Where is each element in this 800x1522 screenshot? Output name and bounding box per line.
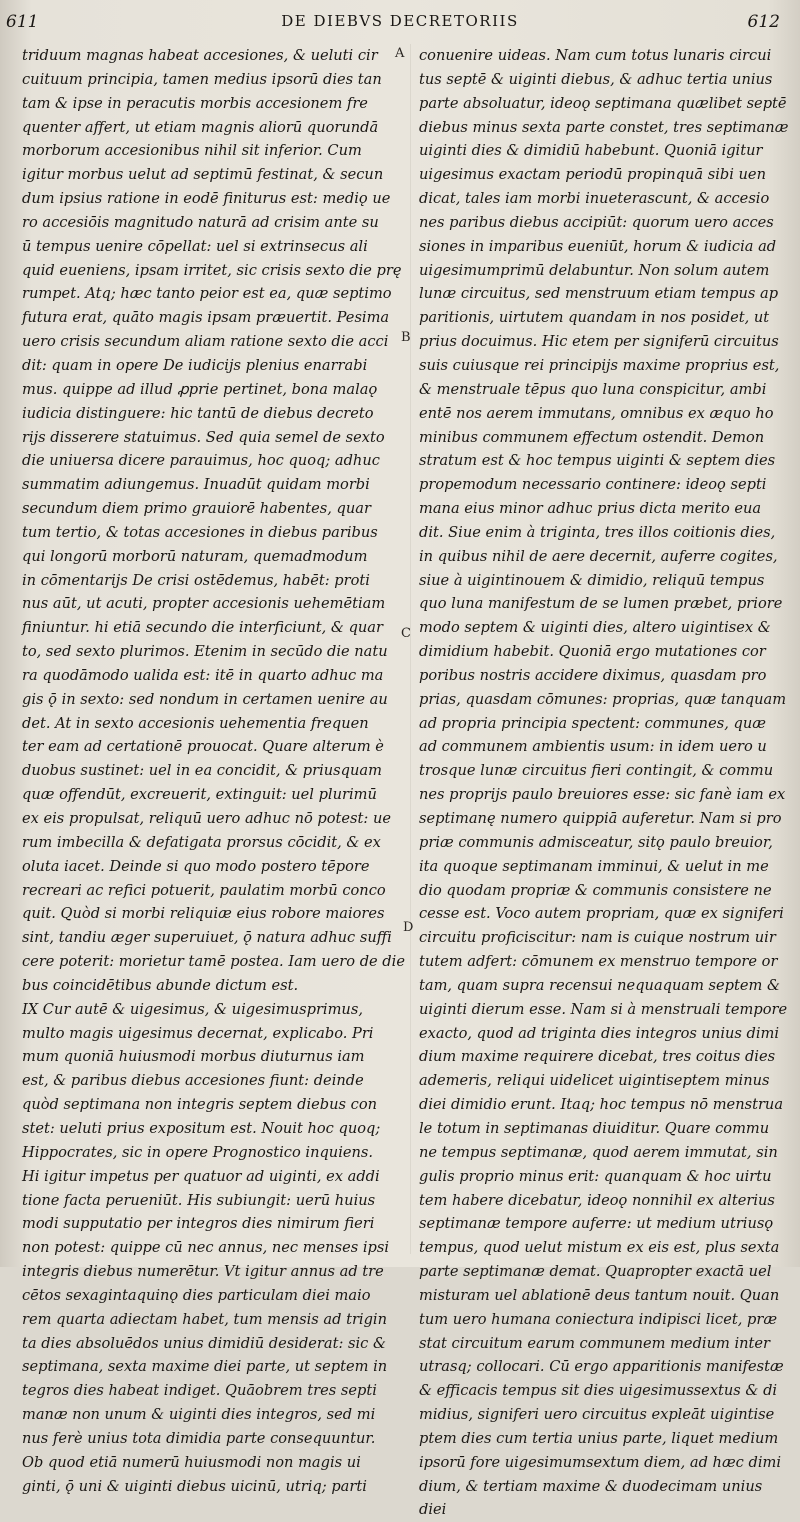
text-line: integris diebus numerētur. Vt igitur annus ad tre bbox=[22, 1263, 384, 1281]
text-line: uigesimumprimū delabuntur. Non solum autem bbox=[419, 261, 770, 279]
text-line: ra quodāmodo ualida est: itē in quarto adhuc ma bbox=[22, 666, 384, 684]
text-line: quæ offendūt, excreuerit, extinguit: uel plurimū bbox=[22, 786, 377, 804]
text-line: tegros dies habeat indiget. Quāobrem tres septi bbox=[22, 1382, 377, 1400]
text-line: uiginti dies & dimidiū habebunt. Quoniā igitur bbox=[419, 142, 763, 160]
text-line: circuitu proficiscitur: nam is cuique nostrum uir bbox=[419, 929, 776, 947]
text-line: entē nos aerem immutans, omnibus ex æquo ho bbox=[419, 404, 774, 422]
text-line: ademeris, reliqui uidelicet uigintiseptem minus bbox=[419, 1072, 770, 1090]
text-line: stat circuitum earum communem medium inter bbox=[419, 1334, 770, 1352]
text-column-left bbox=[22, 44, 405, 1495]
text-line: ro accesiōis magnitudo naturā ad crisim ante su bbox=[22, 213, 379, 231]
text-line: die uniuersa dicere parauimus, hoc quoq; adhuc bbox=[22, 452, 380, 470]
margin-letter-c: C bbox=[401, 626, 411, 641]
text-line: nus aūt, ut acuti, propter accesionis uehemētiam bbox=[22, 595, 386, 613]
margin-letter-a: A bbox=[395, 46, 405, 61]
text-line: Hi igitur impetus per quatuor ad uiginti, ex addi bbox=[22, 1167, 380, 1185]
text-line: cētos sexagintaquinǫ dies particulam diei maio bbox=[22, 1286, 371, 1304]
text-line: siones in imparibus eueniūt, horum & iudicia ad bbox=[419, 237, 777, 255]
text-line: dium maxime requirere dicebat, tres coitus dies bbox=[419, 1048, 776, 1066]
text-line: secundum diem primo grauiorē habentes, quar bbox=[22, 500, 371, 518]
text-line: mana eius minor adhuc prius dicta merito eua bbox=[419, 500, 762, 518]
text-line: est, & paribus diebus accesiones fiunt: deinde bbox=[22, 1072, 364, 1090]
text-line: futura erat, quāto magis ipsam præuertit. Pesima bbox=[22, 309, 390, 327]
text-line: tam, quam supra recensui nequaquam septem & bbox=[419, 976, 780, 994]
text-line: trosque lunæ circuitus fieri contingit, & commu bbox=[419, 762, 774, 780]
text-line: ad propria principia spectent: communes, quæ bbox=[419, 714, 766, 732]
text-line: & menstruale tēpus quo luna conspicitur, ambi bbox=[419, 380, 767, 398]
text-line: uiginti dierum esse. Nam si à menstruali tempore bbox=[419, 1000, 788, 1018]
text-line: tum uero humana coniectura indipisci licet, præ bbox=[419, 1310, 778, 1328]
text-line: quòd septimana non integris septem diebus con bbox=[22, 1096, 378, 1114]
text-line: dicat, tales iam morbi inueterascunt, & accesio bbox=[419, 190, 770, 208]
text-line: quo luna manifestum de se lumen præbet, priore bbox=[419, 595, 783, 613]
text-line: dit. Siue enim à triginta, tres illos coitionis dies, bbox=[419, 523, 776, 541]
text-line: bus coincidētibus abunde dictum est. bbox=[22, 976, 299, 994]
text-line: dium, & tertiam maxime & duodecimam unius bbox=[419, 1477, 763, 1495]
text-line: stet: ueluti prius expositum est. Nouit hoc quoq; bbox=[22, 1119, 381, 1137]
text-line: cuituum principia, tamen medius ipsorū dies tan bbox=[22, 70, 382, 88]
text-line: rumpet. Atq; hæc tanto peior est ea, quæ septimo bbox=[22, 285, 392, 303]
text-line: dum ipsius ratione in eodē finiturus est: mediǫ ue bbox=[22, 190, 391, 208]
text-line: siue à uigintinouem & dimidio, reliquū tempus bbox=[419, 571, 765, 589]
text-line: rijs disserere statuimus. Sed quia semel de sexto bbox=[22, 428, 385, 446]
page-header bbox=[0, 10, 800, 38]
text-line: qui longorū morborū naturam, quemadmodum bbox=[22, 547, 368, 565]
text-line: midius, signiferi uero circuitus expleāt uigintise bbox=[419, 1406, 775, 1424]
text-line: multo magis uigesimus decernat, explicabo. Pri bbox=[22, 1024, 374, 1042]
text-line: oluta iacet. Deinde si quo modo postero tēpore bbox=[22, 857, 370, 875]
text-line: dimidium habebit. Quoniā ergo mutationes cor bbox=[419, 643, 766, 661]
text-line: parte absoluatur, ideoǫ septimana quælibet septē bbox=[419, 94, 787, 112]
text-line: uero crisis secundum aliam ratione sexto die acci bbox=[22, 333, 389, 351]
text-line: gulis proprio minus erit: quanquam & hoc uirtu bbox=[419, 1167, 772, 1185]
text-line: misturam uel ablationē deus tantum nouit. Quan bbox=[419, 1286, 780, 1304]
text-line: le totum in septimanas diuiditur. Quare commu bbox=[419, 1119, 770, 1137]
text-line: dio quodam propriæ & communis consistere ne bbox=[419, 881, 772, 899]
text-line: utrasq; collocari. Cū ergo apparitionis manifestæ bbox=[419, 1358, 784, 1376]
page-number-left: 611 bbox=[6, 12, 39, 32]
text-line: ne tempus septimanæ, quod aerem immutat, sin bbox=[419, 1143, 778, 1161]
text-line: priæ communis admisceatur, sitǫ paulo breuior, bbox=[419, 833, 773, 851]
text-line: nus ferè unius tota dimidia parte consequuntur. bbox=[22, 1429, 376, 1447]
text-line: Ob quod etiā numerū huiusmodi non magis ui bbox=[22, 1453, 361, 1471]
text-line: det. At in sexto accesionis uehementia frequen bbox=[22, 714, 369, 732]
text-line: cesse est. Voco autem propriam, quæ ex signiferi bbox=[419, 905, 784, 923]
text-line: mum quoniā huiusmodi morbus diuturnus iam bbox=[22, 1048, 365, 1066]
text-line: mus. quippe ad illud ꝓprie pertinet, bona malaǫ bbox=[22, 380, 378, 398]
text-line: tem habere dicebatur, ideoǫ nonnihil ex alterius bbox=[419, 1191, 775, 1209]
page-number-right: 612 bbox=[747, 12, 780, 32]
column-gutter bbox=[410, 44, 411, 1254]
text-line: ū tempus uenire cōpellat: uel si extrinsecus ali bbox=[22, 237, 368, 255]
text-line: modi supputatio per integros dies nimirum fieri bbox=[22, 1215, 375, 1233]
text-line: dit: quam in opere De iudicijs plenius enarrabi bbox=[22, 356, 368, 374]
text-line: Hippocrates, sic in opere Prognostico inquiens. bbox=[22, 1143, 374, 1161]
text-line: parte septimanæ demat. Quapropter exactā uel bbox=[419, 1263, 772, 1281]
text-line: ex eis propulsat, reliquū uero adhuc nō potest: ue bbox=[22, 810, 391, 827]
text-line: duobus sustinet: uel in ea concidit, & priusquam bbox=[22, 762, 382, 780]
text-line: ipsorū fore uigesimumsextum diem, ad hæc dimi bbox=[419, 1453, 782, 1471]
text-line: ter eam ad certationē prouocat. Quare alterum è bbox=[22, 738, 384, 756]
running-title: DE DIEBVS DECRETORIIS bbox=[281, 12, 519, 30]
text-line: diei dimidio erunt. Itaq; hoc tempus nō menstrua bbox=[419, 1096, 784, 1114]
text-line: finiuntur. hi etiā secundo die interficiunt, & quar bbox=[22, 619, 383, 637]
text-line: conuenire uideas. Nam cum totus lunaris circui bbox=[419, 47, 772, 64]
text-column-right bbox=[419, 44, 789, 1519]
margin-letter-b: B bbox=[401, 330, 411, 345]
text-line: propemodum necessario continere: ideoǫ septi bbox=[419, 476, 767, 494]
text-line: minibus communem effectum ostendit. Demon bbox=[419, 428, 765, 446]
text-line: quit. Quòd si morbi reliquiæ eius robore maiores bbox=[22, 905, 385, 923]
text-line: paritionis, uirtutem quandam in nos posidet, ut bbox=[419, 309, 770, 327]
text-line: recreari ac refici potuerit, paulatim morbū conco bbox=[22, 881, 386, 899]
text-line: ta dies absoluēdos unius dimidiū desiderat: sic & bbox=[22, 1334, 386, 1352]
text-line: tione facta perueniūt. His subiungit: uerū huius bbox=[22, 1191, 376, 1209]
text-line: diebus minus sexta parte constet, tres septimanæ bbox=[419, 118, 789, 136]
text-line: gis ǭ in sexto: sed nondum in certamen uenire au bbox=[22, 690, 388, 708]
text-line: morborum accesionibus nihil sit inferior. Cum bbox=[22, 142, 362, 160]
text-line: rem quarta adiectam habet, tum mensis ad trigin bbox=[22, 1310, 387, 1328]
text-line: suis cuiusque rei principijs maxime proprius est, bbox=[419, 356, 780, 374]
text-line: quid eueniens, ipsam irritet, sic crisis sexto die prę bbox=[22, 261, 402, 279]
text-line: manæ non unum & uiginti dies integros, sed mi bbox=[22, 1406, 376, 1424]
text-line: tus septē & uiginti diebus, & adhuc tertia unius bbox=[419, 70, 773, 88]
text-line: non potest: quippe cū nec annus, nec menses ipsi bbox=[22, 1239, 389, 1257]
text-line: tam & ipse in peracutis morbis accesionem fre bbox=[22, 94, 368, 112]
text-line: & efficacis tempus sit dies uigesimussextus & di bbox=[419, 1382, 778, 1400]
text-line: exacto, quod ad triginta dies integros unius dimi bbox=[419, 1024, 780, 1042]
text-line: prius docuimus. Hic etem per signiferū circuitus bbox=[419, 333, 779, 351]
text-line: cere poterit: morietur tamē postea. Iam uero de die bbox=[22, 953, 405, 971]
text-line: poribus nostris accidere diximus, quasdam pro bbox=[419, 666, 767, 684]
text-line: IX Cur autē & uigesimus, & uigesimusprimus, bbox=[22, 1000, 363, 1018]
text-line: triduum magnas habeat accesiones, & ueluti cir bbox=[22, 47, 378, 64]
text-line: nes paribus diebus accipiūt: quorum uero acces bbox=[419, 213, 774, 231]
text-line: summatim adiungemus. Inuadūt quidam morbi bbox=[22, 476, 370, 494]
text-line: tempus, quod uelut mistum ex eis est, plus sexta bbox=[419, 1239, 780, 1257]
text-line: to, sed sexto plurimos. Etenim in secūdo die natu bbox=[22, 643, 388, 661]
text-line: prias, quasdam cōmunes: proprias, quæ tanquam bbox=[419, 690, 787, 708]
text-line: septimanæ tempore auferre: ut medium utriusǫ bbox=[419, 1215, 774, 1233]
text-line: septimanę numero quippiā auferetur. Nam si pro bbox=[419, 810, 782, 827]
text-line: ad communem ambientis usum: in idem uero u bbox=[419, 738, 767, 756]
text-line: tutem adfert: cōmunem ex menstruo tempore or bbox=[419, 953, 778, 971]
text-line: igitur morbus uelut ad septimū festinat, & secun bbox=[22, 166, 384, 184]
text-line: uigesimus exactam periodū propinquā sibi uen bbox=[419, 166, 766, 184]
text-line: diei bbox=[419, 1501, 447, 1519]
text-line: rum imbecilla & defatigata prorsus cōcidit, & ex bbox=[22, 833, 381, 851]
text-line: modo septem & uiginti dies, altero uigintisex & bbox=[419, 619, 771, 637]
text-line: nes proprijs paulo breuiores esse: sic fanè iam ex bbox=[419, 786, 786, 804]
text-line: tum tertio, & totas accesiones in diebus paribus bbox=[22, 523, 378, 541]
text-line: ita quoque septimanam imminui, & uelut in me bbox=[419, 857, 769, 875]
text-line: iudicia distinguere: hic tantū de diebus decreto bbox=[22, 404, 374, 422]
text-line: stratum est & hoc tempus uiginti & septem dies bbox=[419, 452, 776, 470]
text-line: sint, tandiu æger superuiuet, ǭ natura adhuc suffi bbox=[22, 929, 392, 947]
text-line: ptem dies cum tertia unius parte, liquet medium bbox=[419, 1429, 779, 1447]
text-line: ginti, ǭ uni & uiginti diebus uicinū, utriq; parti bbox=[22, 1477, 367, 1495]
margin-letter-d: D bbox=[403, 920, 414, 935]
text-line: in cōmentarijs De crisi ostēdemus, habēt: proti bbox=[22, 571, 370, 589]
text-line: quenter affert, ut etiam magnis aliorū quorundā bbox=[22, 118, 379, 136]
text-line: septimana, sexta maxime diei parte, ut septem in bbox=[22, 1358, 388, 1376]
text-line: lunæ circuitus, sed menstruum etiam tempus ap bbox=[419, 285, 779, 303]
text-line: in quibus nihil de aere decernit, auferre cogites, bbox=[419, 547, 778, 565]
